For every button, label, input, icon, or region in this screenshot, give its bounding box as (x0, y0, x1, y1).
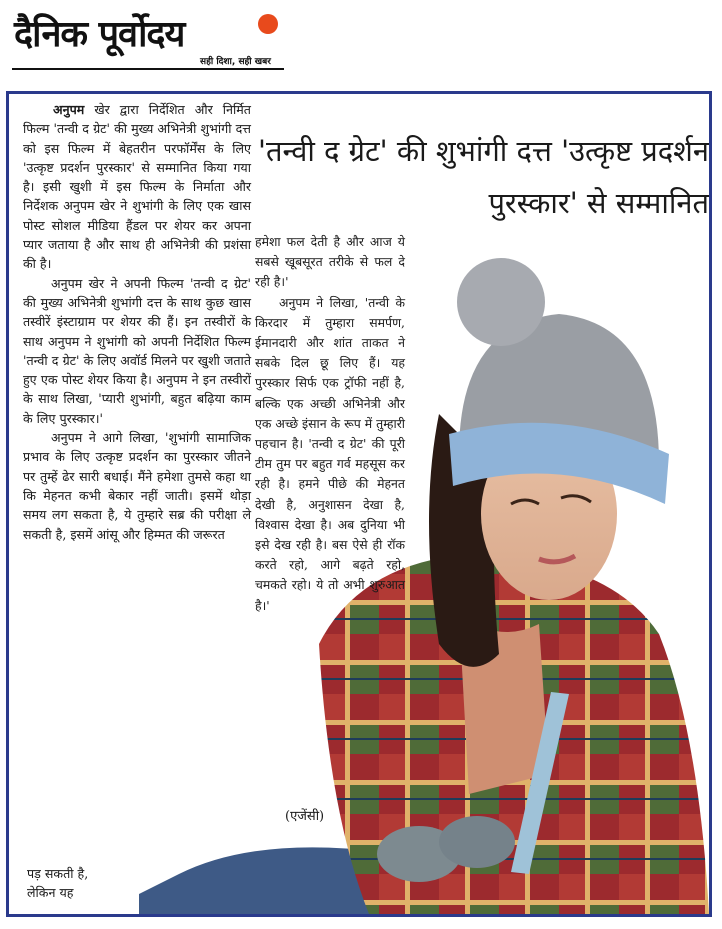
paragraph-1-text: खेर द्वारा निर्देशित और निर्मित फिल्म 'तन्वी द ग्रेट' की मुख्य अभिनेत्री शुभांगी दत्त को इस फिल्म में बेहतरीन परफॉर्मेंस के लिए 'उत्कृष्ट प्रदर्शन पुरस्कार' से सम्मानित किया गया है। इसी खुशी में इस फिल्म के निर्माता और निर्देशक अनुपम खेर ने शुभांगी के लिए एक खास पोस्ट सोशल मीडिया हैंडल पर शेयर कर अपना प्यार जताया है और साथ ही अभिनेत्री की प्रशंसा की है। (23, 102, 251, 272)
article-byline: (एजेंसी) (285, 809, 325, 824)
article-paragraph-5: अनुपम ने लिखा, 'तन्वी के किरदार में तुम्हारा समर्पण, ईमानदारी और शांत ताकत ने सबके दिल छू लिए हैं। यह पुरस्कार सिर्फ एक ट्रॉफी नहीं है, बल्कि एक अच्छी अभिनेत्री और एक अच्छे इंसान के रूप में तुम्हारी पहचान है। 'तन्वी द ग्रेट' की पूरी टीम तुम पर बहुत गर्व महसूस कर रही है। हमने पीछे की मेहनत देखी है, अनुशासन देखा है, विश्वास देखा है। अब दुनिया भी इसे देख रही है। बस ऐसे ही रॉक करते रहो, आगे बढ़ते रहो, चमकते रहो। ये तो अभी शुरुआत है।' (255, 294, 405, 613)
newspaper-tagline: सही दिशा, सही खबर (200, 57, 271, 67)
paragraph-3-tail-line-2: लेकिन यह (27, 885, 74, 901)
article-headline: 'तन्वी द ग्रेट' की शुभांगी दत्त 'उत्कृष्ट प्रदर्शन पुरस्कार' से सम्मानित (258, 134, 709, 221)
lead-word: अनुपम (53, 102, 85, 117)
article-column-1-tail (27, 864, 147, 903)
newspaper-logo: दैनिक पूर्वोदय (14, 14, 185, 55)
article-frame (6, 91, 712, 917)
paragraph-3-tail-line-1: पड़ सकती है, (27, 866, 89, 881)
article-column-2 (255, 232, 405, 616)
logo-dot-icon (258, 14, 278, 34)
article-column-1 (23, 100, 251, 544)
masthead (0, 0, 722, 80)
article-paragraph-4: हमेशा फल देती है और आज ये सबसे खूबसूरत तरीके से फल दे रही है।' (255, 234, 405, 290)
article-paragraph-2: अनुपम खेर ने अपनी फिल्म 'तन्वी द ग्रेट' की मुख्य अभिनेत्री शुभांगी दत्त के साथ कुछ खास तस्वीरें इंस्टाग्राम पर शेयर की हैं। इन तस्वीरों के साथ अनुपम ने शुभांगी को अपनी निर्देशित फिल्म 'तन्वी द ग्रेट' के लिए अवॉर्ड मिलने पर खुशी जताते हुए एक पोस्ट शेयर किया है। अनुपम ने इन तस्वीरों के साथ लिखा, 'प्यारी शुभांगी, बहुत बढ़िया काम के लिए पुरस्कार।' (23, 275, 251, 426)
article-paragraph-3: अनुपम ने आगे लिखा, 'शुभांगी सामाजिक प्रभाव के लिए उत्कृष्ट प्रदर्शन का पुरस्कार जीतने पर तुम्हें ढेर सारी बधाई। मैंने हमेशा तुमसे कहा था कि मेहनत कभी बेकार नहीं जाती। इसमें थोड़ा समय लग सकता है, ये तुम्हारे सब्र की परीक्षा ले सकती है, इसमें आंसू और हिम्मत की जरूरत (23, 430, 251, 542)
masthead-divider (12, 68, 284, 70)
article-paragraph-1 (23, 100, 251, 274)
